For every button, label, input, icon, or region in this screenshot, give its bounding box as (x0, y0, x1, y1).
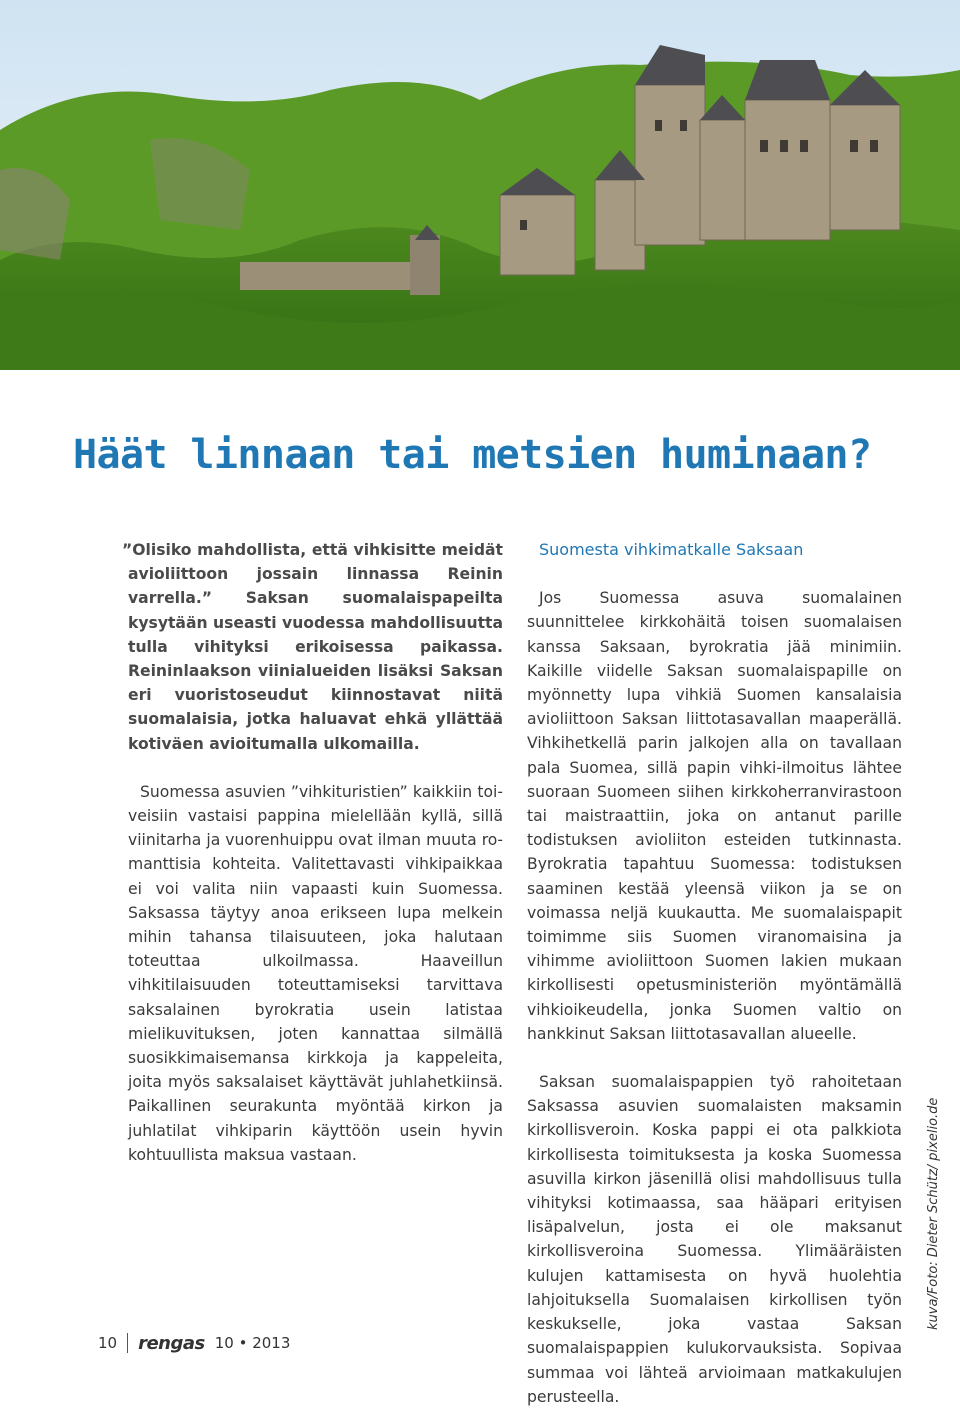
body-paragraph: Jos Suomessa asuva suomalainen suunnittelee kirkkohäitä toisen suomalaisen kanssa Saksaan, byrokratia jää minimiin. Kaikille viidelle Saksan suomalaispapille on myönnetty lupa vihkiä Suomen kansalaisia avioliittoon Saksan liittotasavallan maaperällä. Vihkihetkellä parin jalkojen alla on tavallaan pala Suomea, sillä papin vihki-ilmoitus lähtee suoraan Suomeen siihen kirkkoherranvirastoon tai maistraattiin, joka on antanut parille todistuksen avioliiton esteiden tutkinnasta. Byrokratia tapahtuu Suomessa: todistuksen saaminen kestää yleensä viikon ja se on voimassa neljä kuukautta. Me suomalaispapit toimimme siis Suomen viranomaisina ja vihimme avioliittoon Suomen lakien mukaan kirkollisesti opetusministeriön myöntämällä vihkioikeudella, jonka Suomen valtio on hankkinut Saksan liittotasavallan alueelle. (527, 589, 902, 1043)
article-title: Häät linnaan tai metsien huminaan? (73, 431, 872, 478)
page-number: 10 (98, 1334, 118, 1352)
photo-credit (922, 1097, 952, 1330)
left-column (122, 538, 503, 1167)
body-paragraph: Suomessa asuvien ”vihkituristien” kaikkiin toiveisiin vastaisi pappina mielellään kyllä, sillä viinitarha ja vuorenhuippu ovat ilman muuta romanttisia kohteita. Valitettavasti vihkipaikkaa ei voi valita niin vapaasti kuin Suomessa. Saksassa täytyy anoa erikseen lupa melkein mihin tahansa tilaisuuteen, joka halutaan toteuttaa ulkoilmassa. Haaveillun vihkitilaisuuden toteuttamiseksi tarvittava saksalainen byrokratia usein latistaa mielikuvituksen, joten kannattaa silmällä suosikkimaisemansa kirkkoja ja kappeleita, joita myös saksalaiset käyttävät juhlahetkiinsä. Paikallinen seurakunta myöntää kirkon ja juhlatilat vihkiparin käyttöön usein hyvin kohtuullista maksua vastaan. (128, 782, 503, 1164)
section-subheading: Suomesta vihkimatkalle Saksaan (539, 540, 804, 559)
castle-photo (0, 0, 960, 370)
body-paragraph: Saksan suomalaispappien työ rahoitetaan Saksassa asuvien suomalaisten maksamin kirkollisveroin. Koska pappi ei ota palkkiota kirkollisesta toimituksesta ja koska Suomessa asuvilla kirkon jäsenillä olisi mahdollisuus tulla vihityksi kotimaassa, saa hääpari erityisen lisäpalvelun, josta ei ole maksanut kirkollisveroina Suomessa. Ylimääräisten kulujen kattamisesta on hyvä huolehtia lahjoituksella Suomalaisen kirkollisen työn keskukselle, joka vastaa Saksan suomalaispappien kulukorvauksista. Sopivaa summaa voi lähteä arvioimaan matkakulujen perusteella. (527, 1073, 902, 1406)
magazine-logo: rengas (138, 1332, 205, 1354)
lead-paragraph: ”Olisiko mahdollista, että vihkisitte meidät avioliittoon jossain linnassa Reinin varrella.” Saksan suomalaispapeilta kysytään useasti vuodessa mahdollisuutta tulla vihityksi erikoisessa paikassa. Reininlaakson viinialueiden lisäksi Saksan eri vuoristoseudut kiinnostavat niitä suomalaisia, jotka haluavat ehkä yllättää kotiväen avioitumalla ulkomailla. (122, 541, 503, 753)
right-column (527, 538, 902, 1409)
footer-divider (127, 1333, 128, 1353)
issue-number: 10 • 2013 (214, 1334, 291, 1352)
photo-credit-text: kuva/Foto: Dieter Schütz/ pixelio.de (926, 1097, 941, 1330)
page-footer (98, 1330, 290, 1356)
